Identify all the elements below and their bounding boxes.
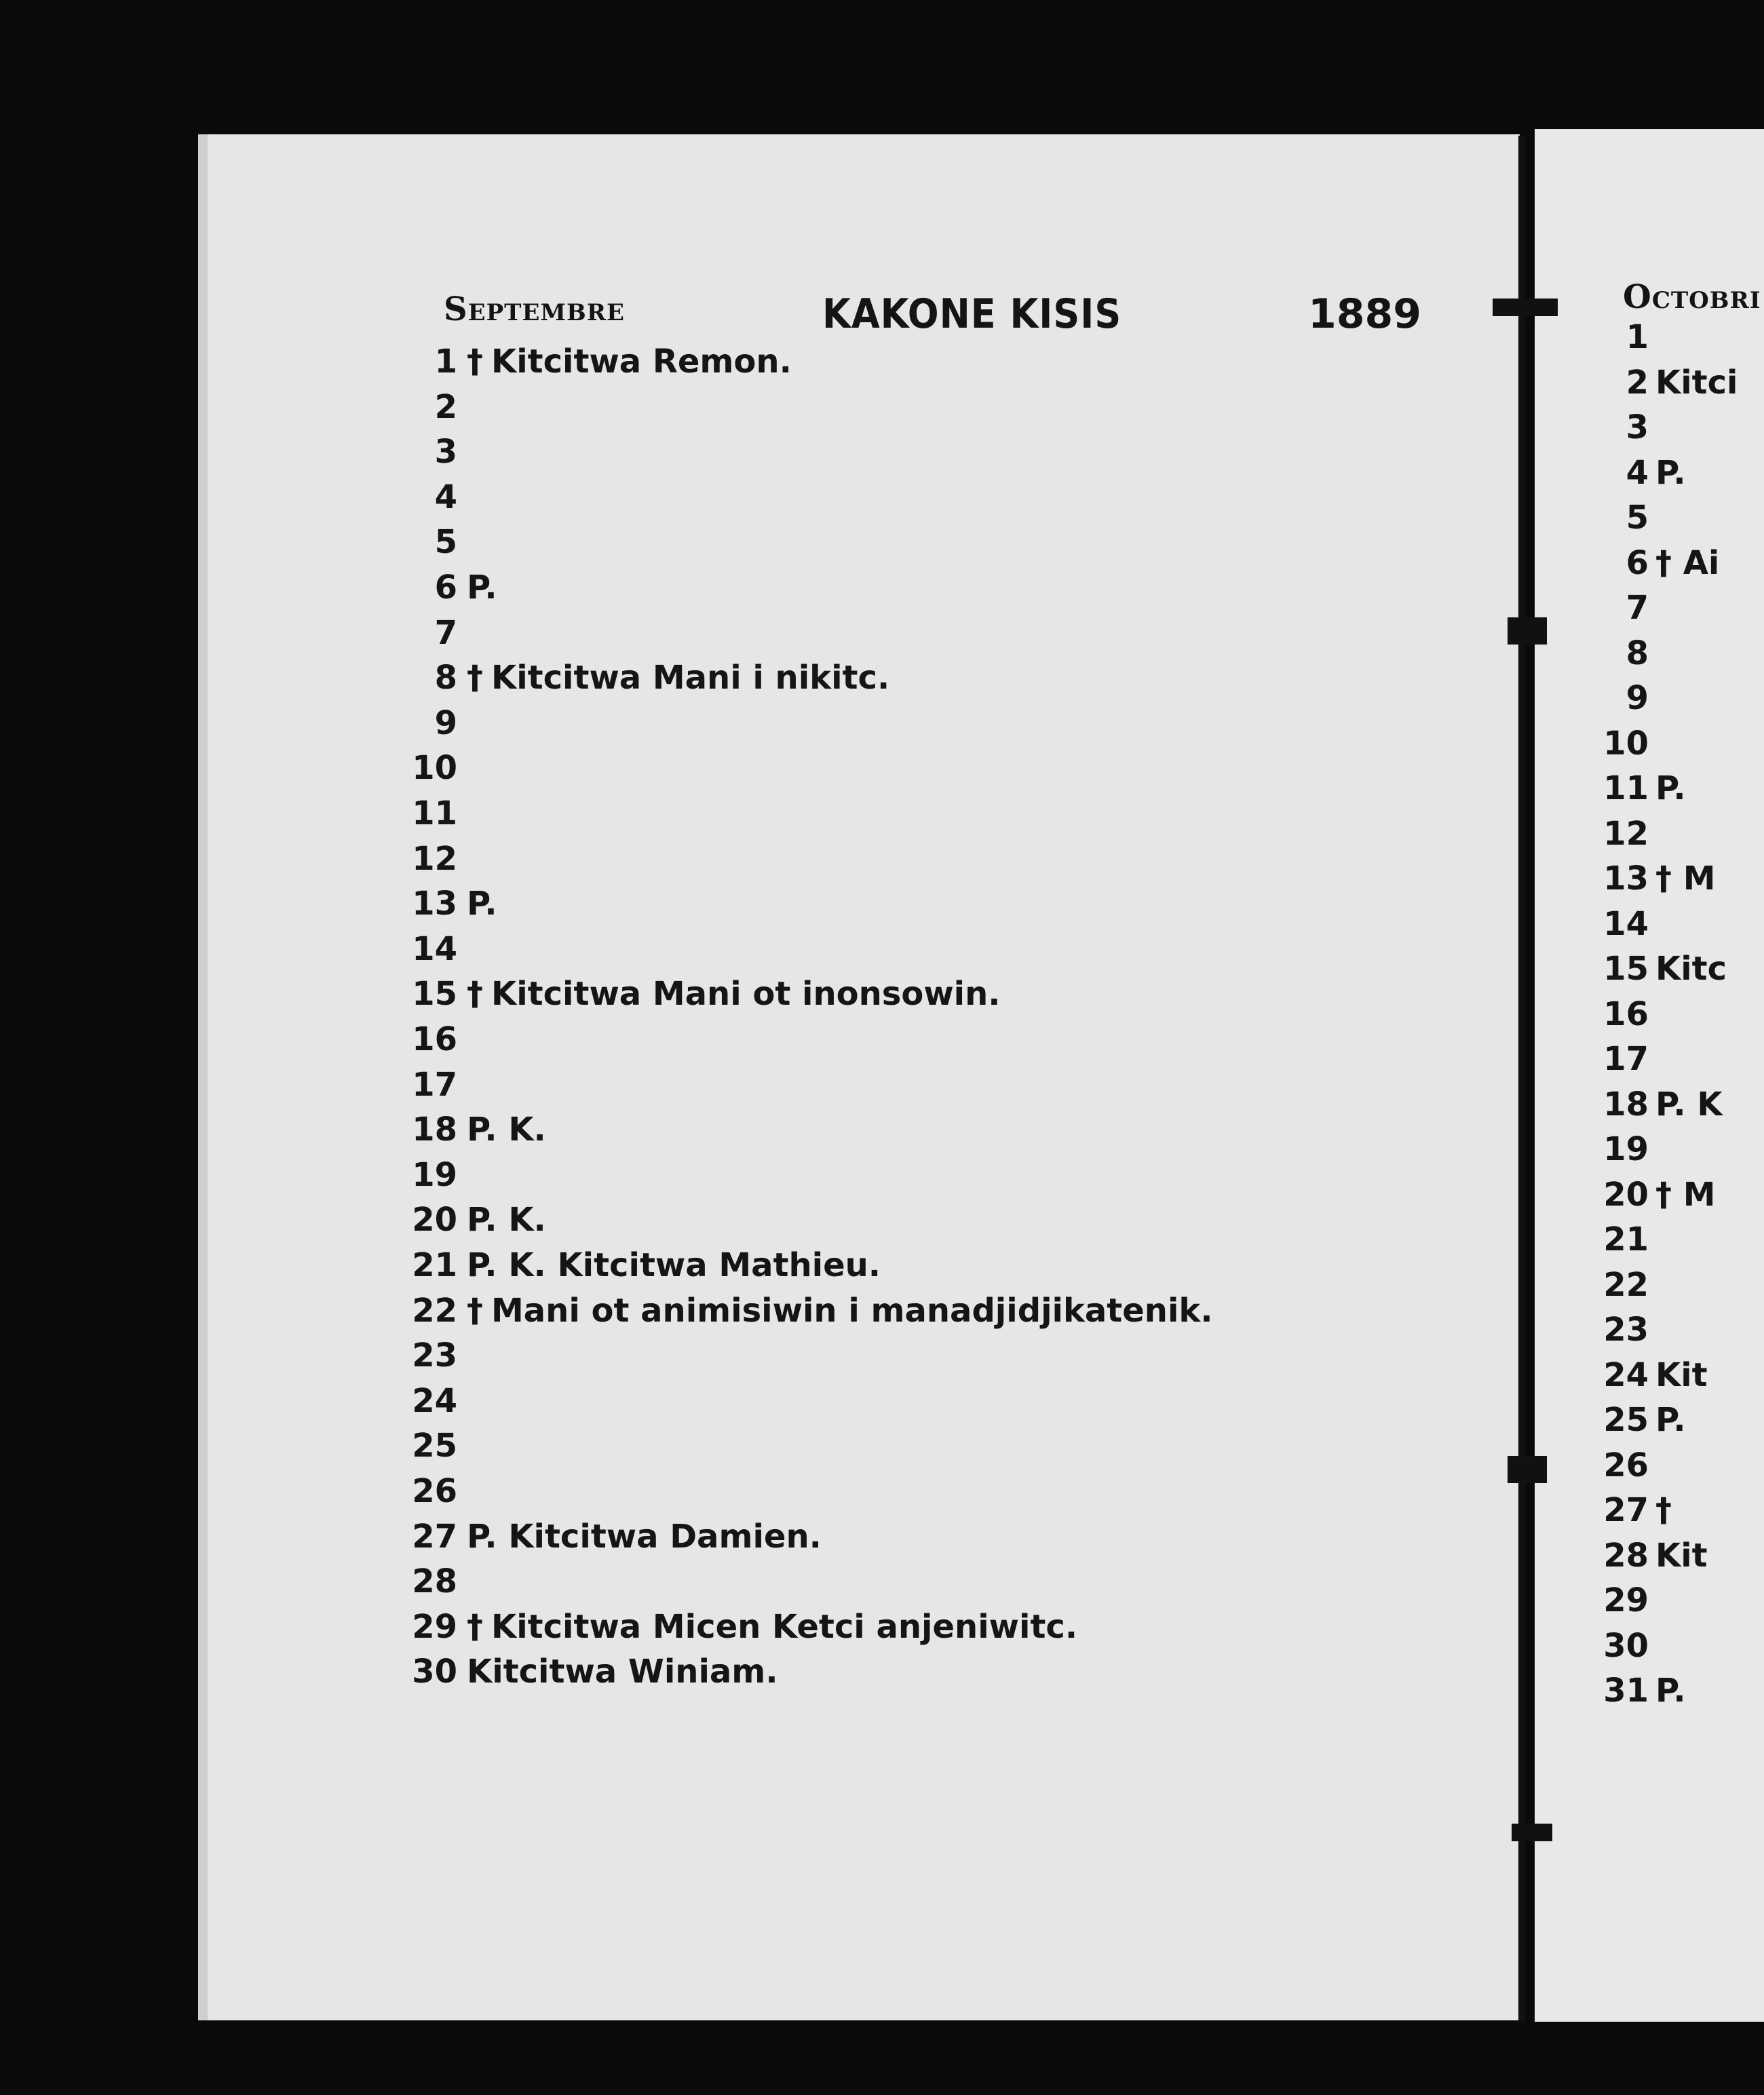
- day-entry: [1588, 315, 1764, 360]
- day-entry: [1588, 1533, 1764, 1578]
- left-page: [198, 134, 1520, 2020]
- day-number: 19: [1603, 1130, 1649, 1168]
- day-number: 14: [412, 929, 457, 968]
- day-entry: [404, 1333, 467, 1378]
- day-number: 6: [1626, 543, 1649, 582]
- day-number: 12: [412, 839, 457, 878]
- binding-stitch: [1508, 617, 1547, 645]
- day-note: P. K: [1655, 1085, 1723, 1123]
- day-entry: [404, 1243, 881, 1288]
- day-number: 22: [1603, 1265, 1649, 1304]
- day-number: 27: [412, 1517, 457, 1556]
- day-entry: [1588, 811, 1764, 856]
- day-entry: [1588, 360, 1764, 405]
- day-entry: [1588, 1082, 1764, 1127]
- day-note: Kitci: [1655, 363, 1738, 402]
- day-entry: [1588, 405, 1764, 450]
- day-number: 3: [434, 433, 457, 472]
- binding-stitch: [1493, 299, 1558, 316]
- day-entry: [404, 1062, 467, 1107]
- day-note: P. K. Kitcitwa Mathieu.: [467, 1246, 881, 1284]
- day-number: 23: [412, 1337, 457, 1375]
- day-entry: [404, 927, 467, 972]
- binding-stitch: [1512, 1824, 1552, 1841]
- day-number: 26: [412, 1472, 457, 1510]
- day-note: P.: [467, 569, 497, 607]
- day-number: 8: [1626, 634, 1649, 672]
- day-number: 5: [1626, 499, 1649, 537]
- day-number: 14: [1603, 904, 1649, 943]
- day-number: 27: [1603, 1491, 1649, 1529]
- day-note: P.: [1655, 769, 1686, 807]
- day-entry: [1588, 1488, 1764, 1533]
- month-heading: Septembre: [444, 290, 625, 328]
- day-entry: [1588, 1623, 1764, 1668]
- day-number: 25: [1603, 1401, 1649, 1439]
- day-entry: [404, 746, 467, 790]
- day-number: 22: [412, 1291, 457, 1330]
- day-entry: [1588, 1307, 1764, 1352]
- day-entry: [1588, 902, 1764, 946]
- day-number: 23: [1603, 1311, 1649, 1349]
- day-number: 20: [412, 1201, 457, 1239]
- day-note: P.: [1655, 1401, 1686, 1439]
- day-number: 15: [1603, 950, 1649, 988]
- day-number: 24: [1603, 1356, 1649, 1394]
- day-number: 29: [412, 1607, 457, 1646]
- day-entry: [404, 339, 792, 384]
- day-number: 6: [434, 569, 457, 607]
- day-note: Kit: [1655, 1356, 1708, 1394]
- day-entry: [1588, 495, 1764, 540]
- day-entry: [404, 1514, 822, 1559]
- day-entry: [404, 1604, 1077, 1649]
- day-entry: [1588, 1037, 1764, 1081]
- day-number: 19: [412, 1155, 457, 1194]
- day-note: Mani ot animisiwin i manadjidjikatenik.: [491, 1291, 1213, 1330]
- day-note: P.: [1655, 1672, 1686, 1710]
- day-entry: [404, 1649, 778, 1694]
- day-entry: [1588, 946, 1764, 991]
- day-note: † M: [1655, 860, 1716, 898]
- day-number: 9: [434, 704, 457, 742]
- day-number: 5: [434, 523, 457, 562]
- day-entry: [1588, 585, 1764, 630]
- day-entry: [404, 1559, 467, 1604]
- day-entry: [1588, 631, 1764, 676]
- day-note: Kitc: [1655, 950, 1727, 988]
- day-number: 8: [434, 659, 457, 697]
- day-entry: [1588, 721, 1764, 766]
- day-entry: [404, 1469, 467, 1514]
- day-number: 10: [412, 749, 457, 788]
- day-entry: [404, 611, 467, 655]
- day-entry: [1588, 992, 1764, 1037]
- day-entry: [1588, 1263, 1764, 1307]
- day-number: 26: [1603, 1446, 1649, 1484]
- day-note: † M: [1655, 1175, 1716, 1214]
- day-number: 1: [1626, 318, 1649, 356]
- day-entry: [404, 1017, 467, 1062]
- day-number: 18: [412, 1111, 457, 1149]
- day-number: 16: [412, 1020, 457, 1058]
- feast-cross-icon: †: [467, 1607, 483, 1646]
- day-number: 28: [412, 1562, 457, 1601]
- day-note: Kitcitwa Micen Ketci anjeniwitc.: [491, 1607, 1078, 1646]
- day-entry: [404, 520, 467, 564]
- day-entry: [404, 972, 1001, 1016]
- day-number: 10: [1603, 724, 1649, 763]
- day-number: 17: [1603, 1040, 1649, 1078]
- day-note: P.: [1655, 453, 1686, 492]
- day-entry: [404, 701, 467, 746]
- day-entry: [404, 385, 467, 429]
- day-number: 2: [434, 387, 457, 426]
- day-number: 21: [1603, 1221, 1649, 1258]
- binding-stitch: [1508, 1456, 1547, 1483]
- feast-cross-icon: †: [467, 1291, 483, 1330]
- day-entry: [404, 791, 467, 836]
- day-note: Kitcitwa Winiam.: [467, 1653, 778, 1691]
- day-number: 13: [412, 885, 457, 923]
- day-entry: [404, 837, 467, 881]
- day-entry: [1588, 541, 1764, 585]
- day-entry: [1588, 766, 1764, 811]
- day-number: 11: [412, 794, 457, 832]
- feast-cross-icon: †: [467, 343, 483, 381]
- day-note: P. K.: [467, 1111, 546, 1149]
- day-number: 15: [412, 975, 457, 1014]
- day-entry: [1588, 1127, 1764, 1172]
- day-entry: [1588, 1578, 1764, 1623]
- day-entry: [404, 1153, 467, 1197]
- day-number: 11: [1603, 769, 1649, 807]
- day-number: 28: [1603, 1536, 1649, 1575]
- day-number: 1: [434, 343, 457, 381]
- day-number: 24: [412, 1381, 457, 1420]
- day-entry: [404, 881, 497, 926]
- day-note: Kitcitwa Mani i nikitc.: [491, 659, 890, 697]
- day-number: 29: [1603, 1581, 1649, 1619]
- day-number: 7: [1626, 589, 1649, 627]
- day-entry: [404, 1197, 546, 1242]
- day-entry: [1588, 1172, 1764, 1217]
- day-number: 30: [1603, 1626, 1649, 1665]
- day-number: 4: [434, 478, 457, 516]
- day-note: † Ai: [1655, 543, 1720, 582]
- day-number: 16: [1603, 995, 1649, 1033]
- day-entry: [1588, 856, 1764, 901]
- day-number: 3: [1626, 408, 1649, 446]
- day-number: 13: [1603, 860, 1649, 898]
- day-entry: [404, 1423, 467, 1468]
- day-entry: [1588, 1668, 1764, 1713]
- day-entry: [1588, 1353, 1764, 1398]
- day-entry: [404, 1379, 467, 1423]
- year-label: 1889: [1308, 290, 1421, 338]
- day-note: Kitcitwa Remon.: [491, 343, 792, 381]
- day-note: P. Kitcitwa Damien.: [467, 1517, 822, 1556]
- day-number: 2: [1626, 363, 1649, 402]
- day-entry: [1588, 1217, 1764, 1262]
- day-number: 9: [1626, 679, 1649, 717]
- day-number: 17: [412, 1065, 457, 1104]
- day-number: 31: [1603, 1672, 1649, 1710]
- feast-cross-icon: †: [467, 975, 483, 1014]
- day-number: 21: [412, 1246, 457, 1284]
- day-number: 18: [1603, 1085, 1649, 1123]
- day-number: 30: [412, 1653, 457, 1691]
- day-note: Kit: [1655, 1536, 1708, 1575]
- feast-cross-icon: †: [467, 659, 483, 697]
- day-number: 20: [1603, 1175, 1649, 1214]
- day-note: P.: [467, 885, 497, 923]
- day-entry: [1588, 676, 1764, 720]
- day-note: P. K.: [467, 1201, 546, 1239]
- page-title: KAKONE KISIS: [822, 290, 1122, 338]
- day-entry: [404, 565, 497, 610]
- day-entry: [404, 655, 889, 700]
- day-entry: [404, 429, 467, 474]
- right-month-heading: Octobri: [1623, 278, 1761, 316]
- day-entry: [1588, 1398, 1764, 1442]
- day-number: 12: [1603, 814, 1649, 853]
- day-entry: [404, 1107, 546, 1152]
- day-entry: [1588, 1443, 1764, 1488]
- day-entry: [404, 1288, 1213, 1333]
- day-number: 7: [434, 613, 457, 652]
- day-entry: [404, 475, 467, 520]
- day-entry: [1588, 450, 1764, 495]
- day-note: Kitcitwa Mani ot inonsowin.: [491, 975, 1001, 1014]
- book-spine: [1518, 136, 1525, 2022]
- day-note: †: [1655, 1491, 1672, 1529]
- day-number: 4: [1626, 453, 1649, 492]
- day-number: 25: [412, 1427, 457, 1465]
